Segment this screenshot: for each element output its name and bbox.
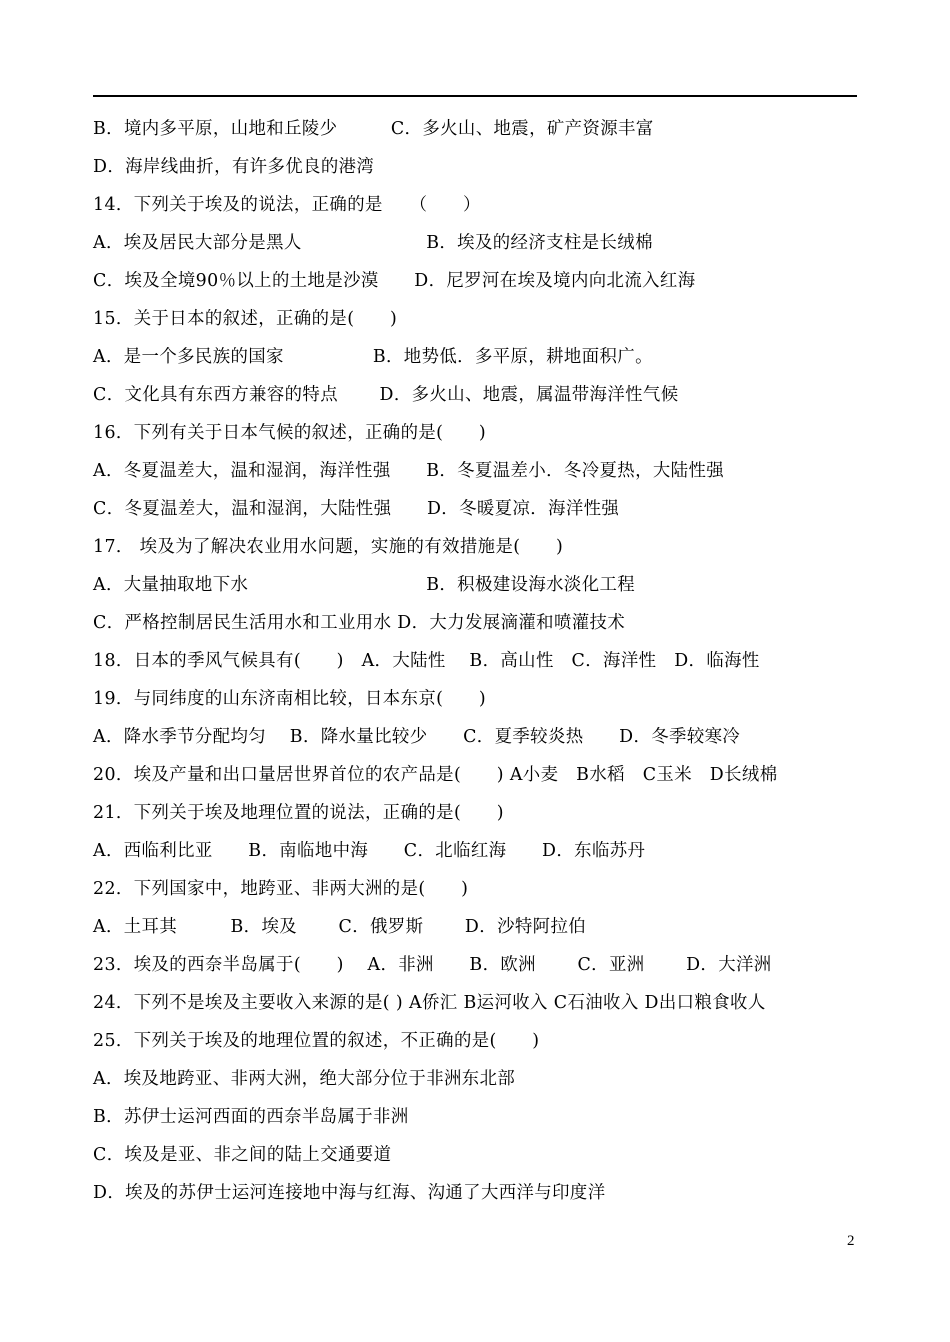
option-line: C．埃及全境90％以上的土地是沙漠 D．尼罗河在埃及境内向北流入红海 (93, 271, 696, 291)
option-line: A．西临利比亚 B．南临地中海 C．北临红海 D．东临苏丹 (93, 841, 646, 861)
option-line: A．埃及地跨亚、非两大洲，绝大部分位于非洲东北部 (93, 1069, 516, 1089)
option-line: A．降水季节分配均匀 B．降水量比较少 C．夏季较炎热 D．冬季较寒冷 (93, 727, 741, 747)
option-line: A．是一个多民族的国家 B．地势低．多平原，耕地面积广。 (93, 347, 653, 367)
page-number: 2 (847, 1233, 855, 1249)
header-rule (93, 95, 857, 97)
text-line: D．海岸线曲折，有许多优良的港湾 (93, 157, 375, 177)
option-line: A．土耳其 B．埃及 C．俄罗斯 D．沙特阿拉伯 (93, 917, 587, 937)
question-23: 23．埃及的西奈半岛属于( ) A．非洲 B．欧洲 C．亚洲 D．大洋洲 (93, 955, 772, 975)
question-18: 18．日本的季风气候具有( ) A．大陆性 B．高山性 C．海洋性 D．临海性 (93, 651, 760, 671)
question-17: 17． 埃及为了解决农业用水问题，实施的有效措施是( ) (93, 537, 564, 557)
option-line: B．苏伊士运河西面的西奈半岛属于非洲 (93, 1107, 409, 1127)
option-line: C．严格控制居民生活用水和工业用水 D．大力发展滴灌和喷灌技术 (93, 613, 626, 633)
question-content (93, 110, 863, 1212)
question-19: 19．与同纬度的山东济南相比较，日本东京( ) (93, 689, 487, 709)
question-24: 24．下列不是埃及主要收入来源的是( ) A侨汇 B运河收入 C石油收入 D出口粮食收人 (93, 993, 766, 1013)
question-25: 25．下列关于埃及的地理位置的叙述，不正确的是( ) (93, 1031, 540, 1051)
option-line: C．埃及是亚、非之间的陆上交通要道 (93, 1145, 392, 1165)
question-15: 15．关于日本的叙述，正确的是( ) (93, 309, 398, 329)
question-14: 14．下列关于埃及的说法，正确的是 （ ） (93, 195, 481, 215)
question-16: 16．下列有关于日本气候的叙述，正确的是( ) (93, 423, 487, 443)
option-line: C．文化具有东西方兼容的特点 D．多火山、地震，属温带海洋性气候 (93, 385, 679, 405)
question-22: 22．下列国家中，地跨亚、非两大洲的是( ) (93, 879, 469, 899)
option-line: A．大量抽取地下水 B．积极建设海水淡化工程 (93, 575, 636, 595)
question-20: 20．埃及产量和出口量居世界首位的农产品是( ) A小麦 B水稻 C玉米 D长绒棉 (93, 765, 778, 785)
question-21: 21．下列关于埃及地理位置的说法，正确的是( ) (93, 803, 504, 823)
option-line: D．埃及的苏伊士运河连接地中海与红海、沟通了大西洋与印度洋 (93, 1183, 606, 1203)
option-line: C．冬夏温差大，温和湿润，大陆性强 D．冬暖夏凉．海洋性强 (93, 499, 620, 519)
option-line: A．冬夏温差大，温和湿润，海洋性强 B．冬夏温差小．冬冷夏热，大陆性强 (93, 461, 725, 481)
text-line: B．境内多平原，山地和丘陵少 C．多火山、地震，矿产资源丰富 (93, 119, 654, 139)
option-line: A．埃及居民大部分是黑人 B．埃及的经济支柱是长绒棉 (93, 233, 653, 253)
